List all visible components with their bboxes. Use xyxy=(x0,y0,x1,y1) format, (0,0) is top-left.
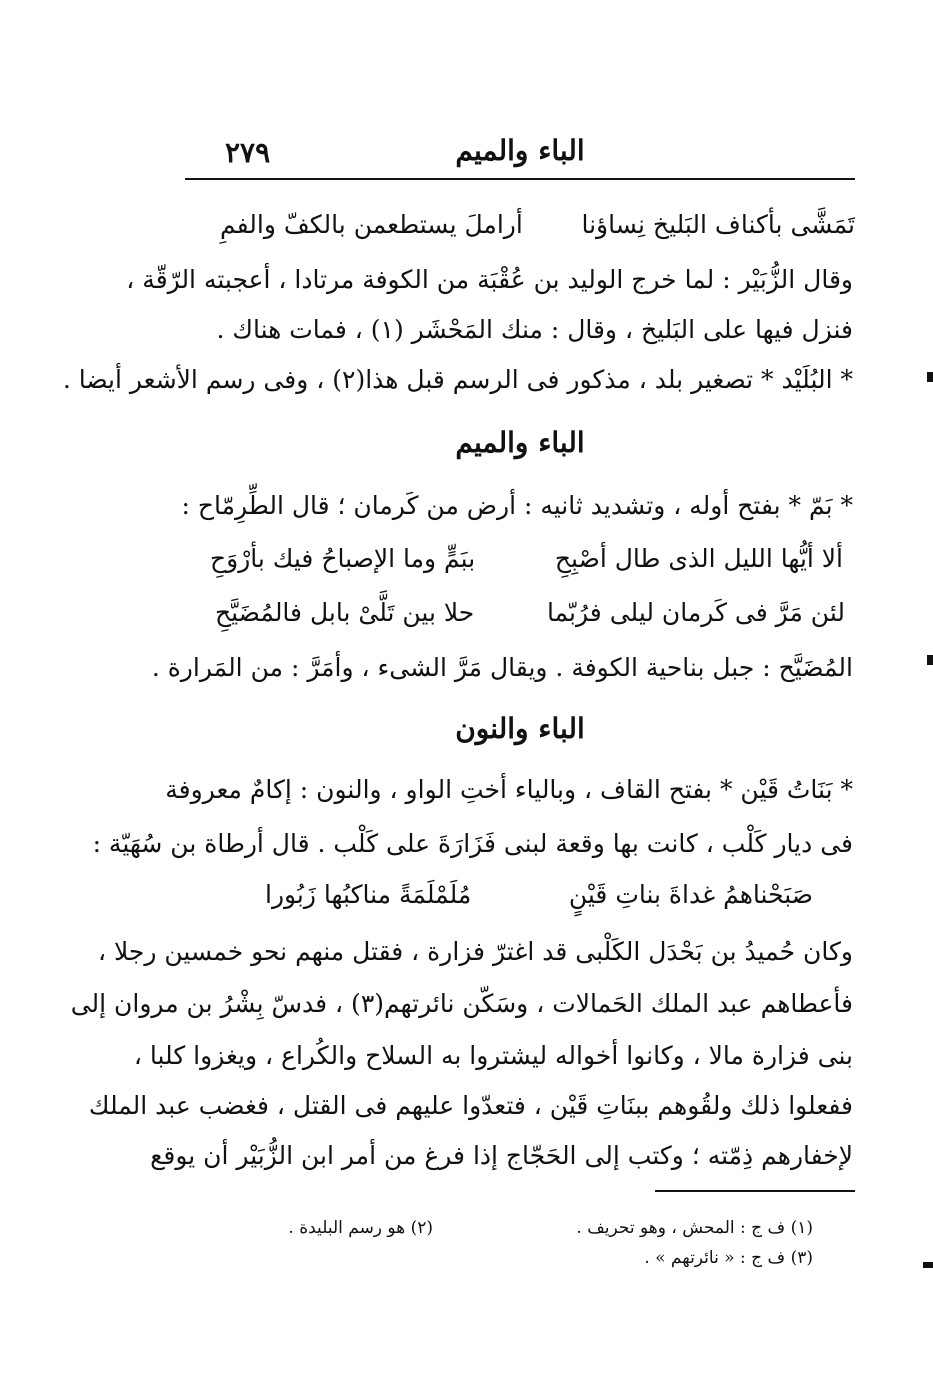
paragraph-line: وكان حُميدُ بن بَحْدَل الكَلْبى قد اغترّ فزارة ، فقتل منهم نحو خمسين رجلا ، xyxy=(97,937,853,966)
verse-left-hemistich: مُلَمْلَمَةً مناكبُها زَبُورا xyxy=(265,880,472,909)
verse-right-hemistich: لئن مَرَّ فى كَرمان ليلى فرُبّما xyxy=(546,598,845,627)
margin-mark xyxy=(927,372,933,382)
section-heading-ba-nun: الباء والنون xyxy=(455,712,585,745)
entry-bulaid: * البُلَيْد * تصغير بلد ، مذكور فى الرسم قبل هذا(٢) ، وفى رسم الأشعر أيضا . xyxy=(62,365,853,394)
footnote-2: (٢) هو رسم البليدة . xyxy=(288,1218,433,1238)
entry-banat-qayn: * بَنَاتُ قَيْن * بفتح القاف ، وبالياء أختِ الواو ، والنون : إكامٌ معروفة xyxy=(165,775,853,804)
verse-right-hemistich: صَبَحْناهمُ غداةَ بناتِ قَيْنٍ xyxy=(568,880,813,909)
paragraph-line: فنزل فيها على البَليخ ، وقال : منك المَحْشَر (١) ، فمات هناك . xyxy=(216,315,853,344)
paragraph-line: وقال الزُّبَيْر : لما خرج الوليد بن عُقْبَة من الكوفة مرتادا ، أعجبته الرّقّة ، xyxy=(126,265,853,294)
page-number: ٢٧٩ xyxy=(225,136,271,169)
verse-right-hemistich: ألا أيُّها الليل الذى طال أصْبِحِ xyxy=(554,544,843,573)
running-title: الباء والميم xyxy=(455,134,585,167)
footnote-3: (٣) ف ج : « نائرتهم » . xyxy=(644,1248,813,1268)
header-rule xyxy=(185,178,855,180)
verse-left-hemistich: أراملَ يستطعمن بالكفّ والفمِ xyxy=(220,210,523,239)
margin-mark xyxy=(927,655,933,665)
entry-bamm: * بَمّ * بفتح أوله ، وتشديد ثانيه : أرض من كَرمان ؛ قال الطِّرِمّاح : xyxy=(181,491,853,520)
paragraph-line: لإخفارهم ذِمّته ؛ وكتب إلى الحَجّاج إذا فرغ من أمر ابن الزُّبَيْر أن يوقع xyxy=(150,1141,853,1170)
footnote-1: (١) ف ج : المحش ، وهو تحريف . xyxy=(576,1218,813,1238)
verse-left-hemistich: ببَمٍّ وما الإصباحُ فيك بأرْوَحِ xyxy=(210,544,476,573)
note-line: المُضَيَّح : جبل بناحية الكوفة . ويقال مَرَّ الشىء ، وأمَرَّ : من المَرارة . xyxy=(151,653,853,682)
paragraph-line: ففعلوا ذلك ولقُوهم ببنَاتِ قَيْن ، فتعدّوا عليهم فى القتل ، فغضب عبد الملك xyxy=(88,1091,853,1120)
footnote-rule xyxy=(655,1190,855,1192)
paragraph-line: فأعطاهم عبد الملك الحَمالات ، وسَكّن نائرتهم(٣) ، فدسّ بِشْرُ بن مروان إلى xyxy=(70,989,853,1018)
paragraph-line: بنى فزارة مالا ، وكانوا أخواله ليشتروا به السلاح والكُراع ، ويغزوا كلبا ، xyxy=(133,1041,853,1070)
page-header xyxy=(185,128,855,178)
margin-mark xyxy=(923,1262,933,1268)
paragraph-line: فى ديار كَلْب ، كانت بها وقعة لبنى فَزَارَةَ على كَلْب . قال أرطاة بن سُهَيّة : xyxy=(92,829,853,858)
verse-right-hemistich: تَمَشَّى بأكناف البَليخ نِساؤنا xyxy=(581,210,855,239)
verse-left-hemistich: حلا بين تَلَّىْ بابل فالمُضَيَّحِ xyxy=(215,598,475,627)
section-heading-ba-mim: الباء والميم xyxy=(455,426,585,459)
